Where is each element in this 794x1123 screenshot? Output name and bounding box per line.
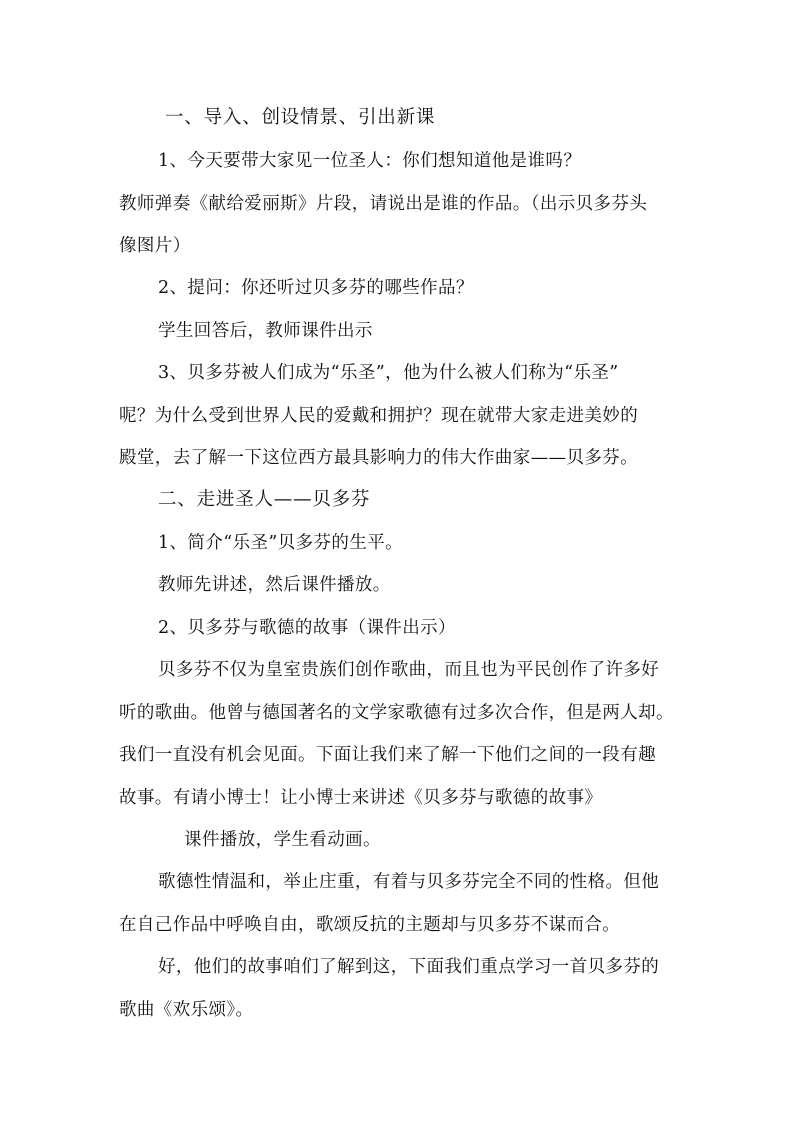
paragraph-line: 贝多芬不仅为皇室贵族们创作歌曲，而且也为平民创作了许多好 [158,660,660,680]
paragraph-line: 3、贝多芬被人们成为“乐圣”，他为什么被人们称为“乐圣” [158,363,619,383]
paragraph-line: 殿堂，去了解一下这位西方最具影响力的伟大作曲家——贝多芬。 [119,448,639,468]
paragraph-line: 歌德性情温和，举止庄重，有着与贝多芬完全不同的性格。但他 [158,872,660,892]
paragraph-line: 教师先讲述，然后课件播放。 [158,575,391,595]
paragraph-line: 呢？为什么受到世界人民的爱戴和拥护？现在就带大家走进美妙的 [119,406,639,426]
paragraph-line: 像图片） [119,236,191,256]
section-heading-beethoven: 二、走进圣人——贝多芬 [158,489,371,510]
paragraph-line: 2、贝多芬与歌德的故事（课件出示） [158,618,456,638]
paragraph-line: 1、简介“乐圣”贝多芬的生平。 [158,533,404,553]
paragraph-line: 听的歌曲。他曾与德国著名的文学家歌德有过多次合作，但是两人却。 [119,703,674,723]
paragraph-line: 教师弹奏《献给爱丽斯》片段，请说出是谁的作品。（出示贝多芬头 [119,194,648,214]
paragraph-line: 故事。有请小博士！让小博士来讲述《贝多芬与歌德的故事》 [119,788,603,808]
section-heading-intro: 一、导入、创设情景、引出新课 [165,107,436,128]
paragraph-line: 我们一直没有机会见面。下面让我们来了解一下他们之间的一段有趣 [119,745,656,765]
paragraph-line: 学生回答后，教师课件出示 [158,321,373,341]
paragraph-line: 1、今天要带大家见一位圣人：你们想知道他是谁吗？ [158,151,582,171]
paragraph-line: 好，他们的故事咱们了解到这，下面我们重点学习一首贝多芬的 [158,957,660,977]
paragraph-line: 课件播放，学生看动画。 [184,830,381,850]
paragraph-line: 歌曲《欢乐颂》。 [119,1000,254,1020]
paragraph-line: 2、提问：你还听过贝多芬的哪些作品？ [158,278,474,298]
paragraph-line: 在自己作品中呼唤自由，歌颂反抗的主题却与贝多芬不谋而合。 [119,915,621,935]
